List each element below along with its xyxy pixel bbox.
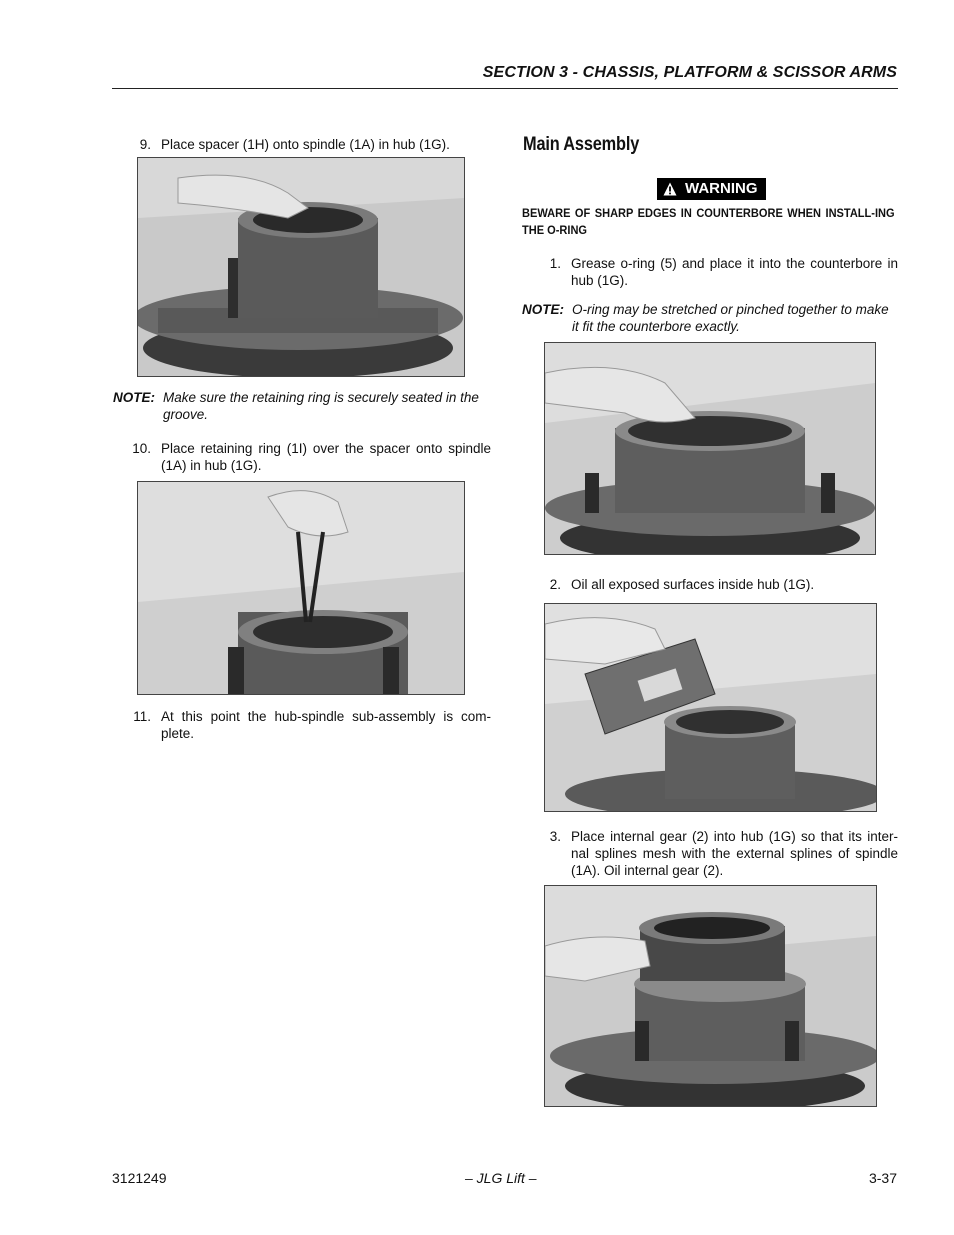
warning-banner <box>657 178 766 200</box>
photo-internal-gear <box>544 885 877 1107</box>
section-header-title: SECTION 3 - CHASSIS, PLATFORM & SCISSOR ARMS <box>482 64 897 81</box>
photo-o-ring-counterbore <box>544 342 876 555</box>
footer-doc-number: 3121249 <box>112 1170 167 1186</box>
step-text: Place internal gear (2) into hub (1G) so that its inter-nal splines mesh with the external splines of spindle (1A). Oil internal gear (2). <box>571 829 898 878</box>
warning-text: BEWARE OF SHARP EDGES IN COUNTERBORE WHEN INSTALL-ING THE O-RING <box>522 206 895 237</box>
step-number: 3. <box>549 829 561 844</box>
step-2 <box>549 576 898 593</box>
warning-triangle-icon <box>663 182 677 196</box>
step-10 <box>132 440 491 474</box>
step-text: Grease o-ring (5) and place it into the counterbore in hub (1G). <box>571 256 898 288</box>
step-1 <box>549 255 898 289</box>
photo-retaining-ring <box>137 481 465 695</box>
footer-page-number: 3-37 <box>868 1170 897 1186</box>
note-retaining-ring <box>113 389 491 423</box>
note-text: Make sure the retaining ring is securely seated in the groove. <box>163 390 479 422</box>
step-number: 11. <box>133 709 151 724</box>
main-assembly-heading: Main Assembly <box>523 134 640 155</box>
step-9 <box>139 136 491 153</box>
photo-spacer-on-spindle <box>137 157 465 377</box>
note-o-ring <box>522 301 899 335</box>
header-rule <box>112 88 898 89</box>
step-text: Oil all exposed surfaces inside hub (1G). <box>571 577 815 592</box>
step-number: 10. <box>132 441 151 456</box>
step-11 <box>133 708 491 742</box>
note-label: NOTE: <box>522 302 564 317</box>
photo-oil-hub <box>544 603 877 812</box>
step-text: Place spacer (1H) onto spindle (1A) in hub (1G). <box>161 137 450 152</box>
step-number: 1. <box>549 256 561 271</box>
step-number: 2. <box>549 577 561 592</box>
step-3 <box>549 828 898 879</box>
warning-label: WARNING <box>685 180 758 197</box>
note-text: O-ring may be stretched or pinched together to make it fit the counterbore exactly. <box>572 302 889 334</box>
footer-brand: – JLG Lift – <box>465 1170 537 1186</box>
step-text: At this point the hub-spindle sub-assembly is com-plete. <box>161 709 491 741</box>
step-text: Place retaining ring (1I) over the spacer onto spindle (1A) in hub (1G). <box>161 441 491 473</box>
step-number: 9. <box>139 137 151 152</box>
note-label: NOTE: <box>113 390 155 405</box>
